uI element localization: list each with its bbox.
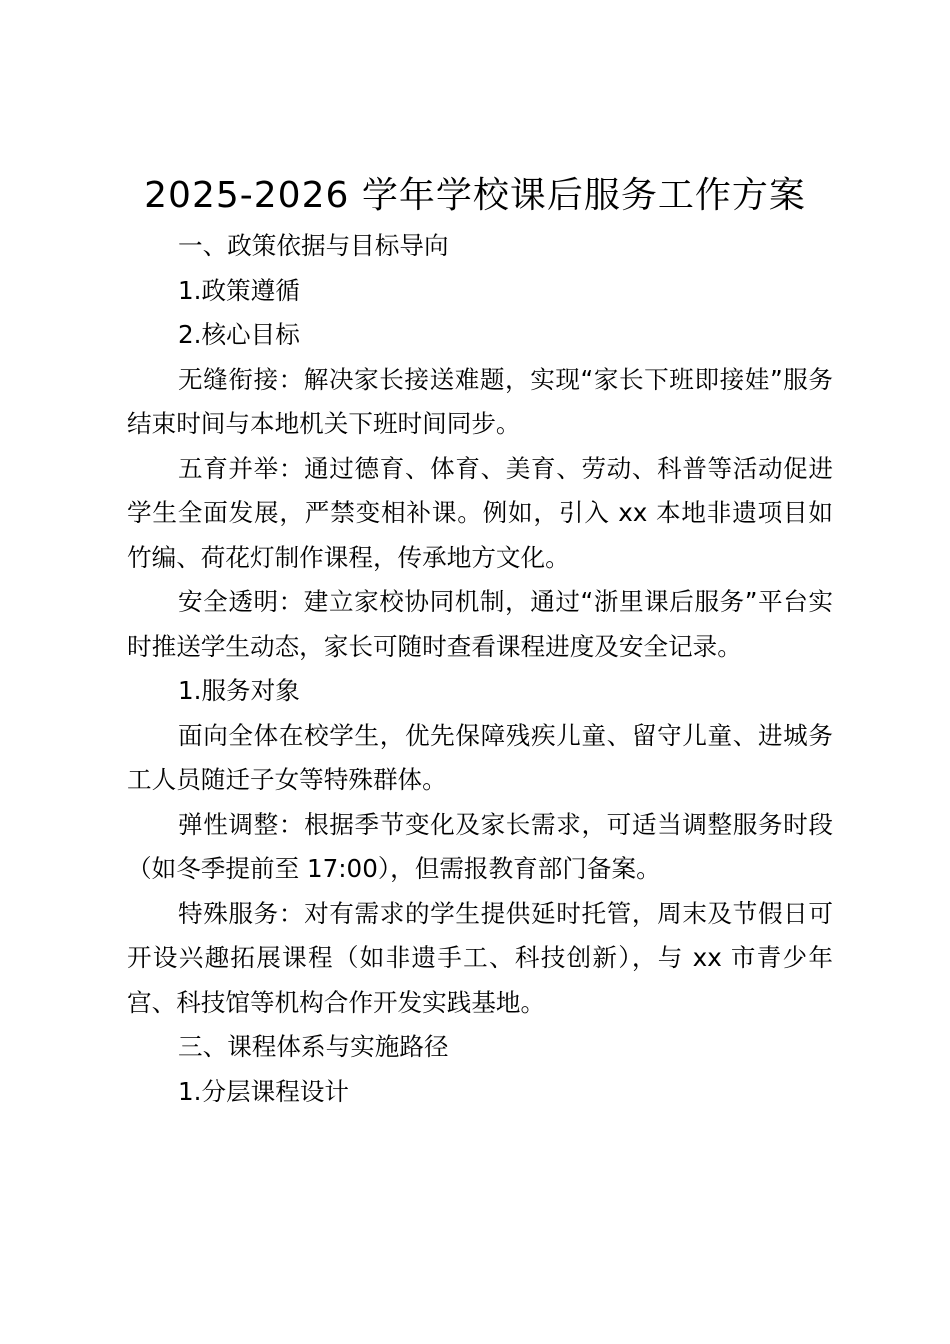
paragraph-five-education: 五育并举：通过德育、体育、美育、劳动、科普等活动促进学生全面发展，严禁变相补课。例如，引入 xx 本地非遗项目如竹编、荷花灯制作课程，传承地方文化。 bbox=[127, 453, 833, 572]
paragraph-flexible-adjustment: 弹性调整：根据季节变化及家长需求，可适当调整服务时段（如冬季提前至 17:00），但需报教育部门备案。 bbox=[127, 809, 833, 883]
document-body bbox=[127, 224, 833, 1114]
paragraph-safety-transparency: 安全透明：建立家校协同机制，通过“浙里课后服务”平台实时推送学生动态，家长可随时查看课程进度及安全记录。 bbox=[127, 587, 833, 661]
section-heading-curriculum: 三、课程体系与实施路径 bbox=[178, 1032, 449, 1061]
subheading-tiered-curriculum: 1.分层课程设计 bbox=[178, 1076, 350, 1106]
paragraph-seamless-connection: 无缝衔接：解决家长接送难题，实现“家长下班即接娃”服务结束时间与本地机关下班时间同步。 bbox=[127, 364, 833, 438]
document-title: 2025-2026 学年学校课后服务工作方案 bbox=[144, 175, 806, 216]
subheading-core-goals: 2.核心目标 bbox=[178, 320, 300, 349]
paragraph-all-students: 面向全体在校学生，优先保障残疾儿童、留守儿童、进城务工人员随迁子女等特殊群体。 bbox=[127, 720, 833, 794]
subheading-service-targets: 1.服务对象 bbox=[178, 676, 300, 705]
section-heading-policy: 一、政策依据与目标导向 bbox=[178, 231, 449, 260]
paragraph-special-services: 特殊服务：对有需求的学生提供延时托管，周末及节假日可开设兴趣拓展课程（如非遗手工、科技创新），与 xx 市青少年宫、科技馆等机构合作开发实践基地。 bbox=[127, 898, 833, 1017]
subheading-policy-compliance: 1.政策遵循 bbox=[178, 275, 300, 305]
